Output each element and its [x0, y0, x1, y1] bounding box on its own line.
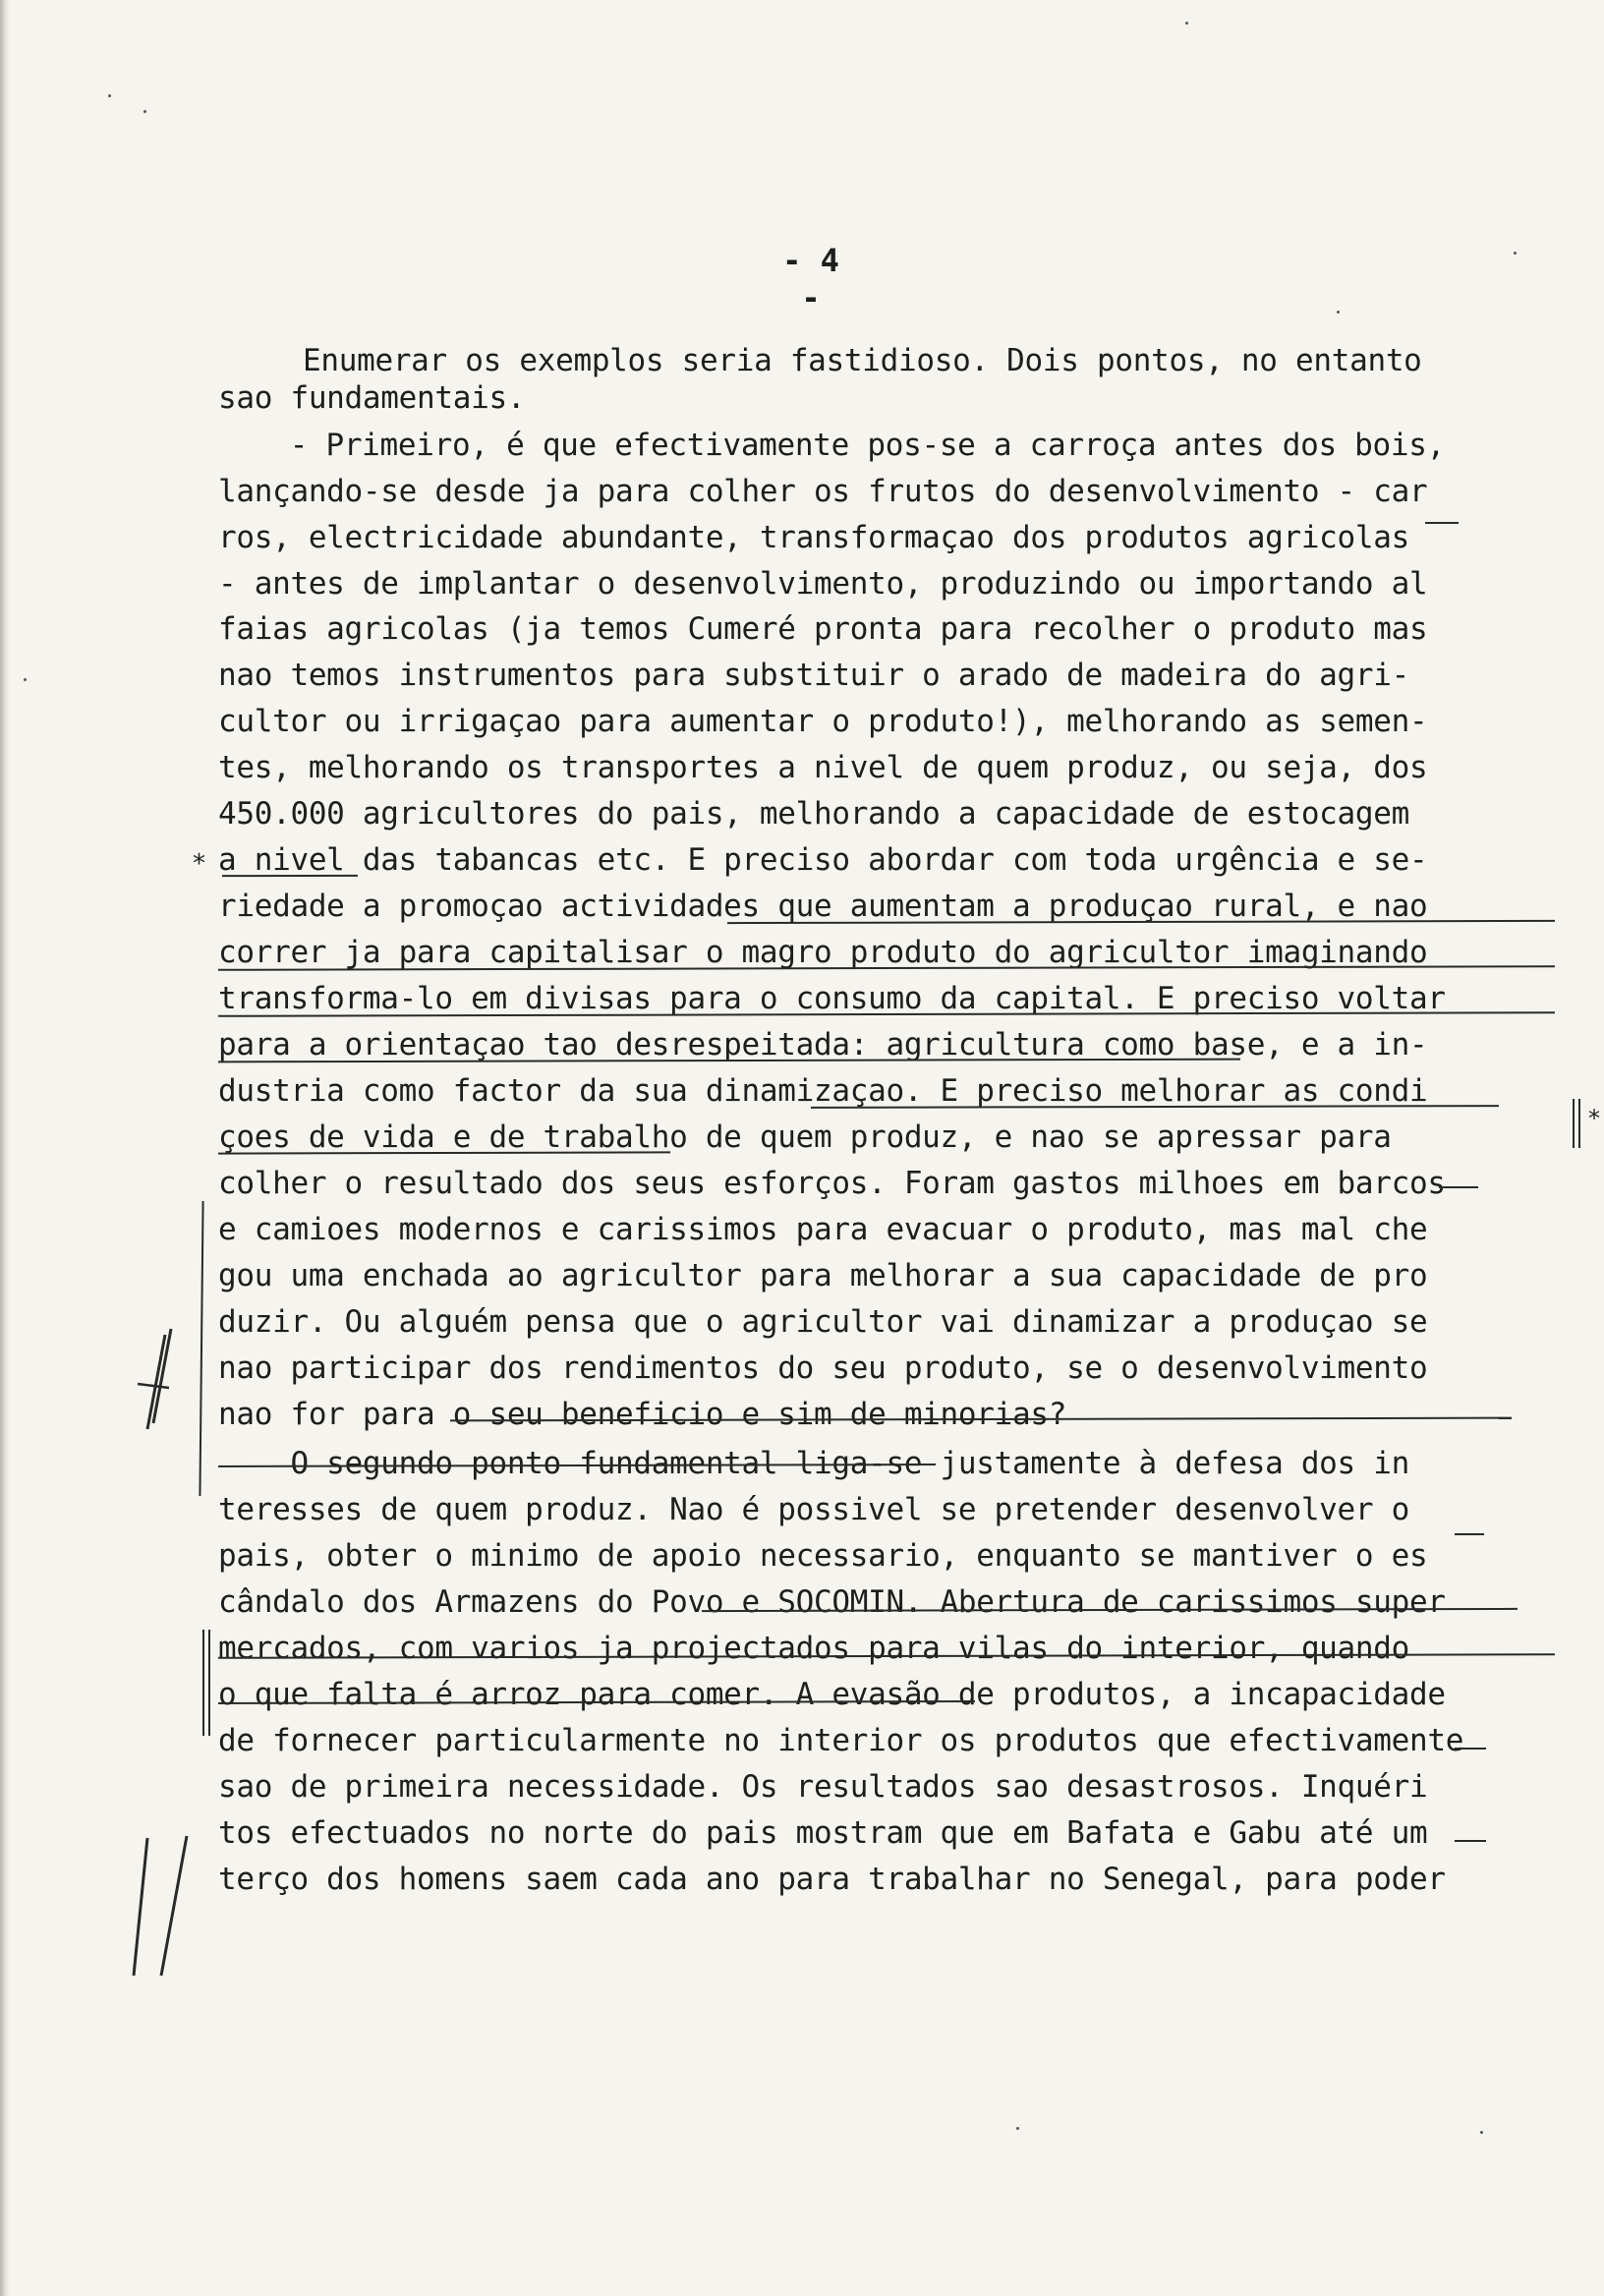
text-line: mercados, com varios ja projectados para vilas do interior, quando: [218, 1631, 1409, 1666]
text-line: dustria como factor da sua dinamizaçao. E preciso melhorar as condi: [218, 1073, 1428, 1109]
margin-bar-left: [199, 1201, 203, 1496]
margin-double-slash: [118, 1828, 197, 1985]
scan-speck: [1016, 2127, 1019, 2130]
text-line: riedade a promoçao actividades que aumentam a produçao rural, e nao: [218, 889, 1428, 924]
margin-bar-left: [208, 1630, 210, 1736]
text-line: nao participar dos rendimentos do seu produto, se o desenvolvimento: [218, 1350, 1428, 1386]
underline-mark: [1439, 1186, 1478, 1188]
underline-mark: [222, 875, 358, 877]
underline-mark: [1455, 1840, 1486, 1842]
text-line: tes, melhorando os transportes a nivel de quem produz, ou seja, dos: [218, 750, 1428, 785]
page-left-edge: [0, 0, 10, 2296]
text-line: transforma-lo em divisas para o consumo da capital. E preciso voltar: [218, 981, 1446, 1016]
scan-speck: [108, 94, 111, 97]
text-line: gou uma enchada ao agricultor para melhorar a sua capacidade de pro: [218, 1258, 1428, 1293]
text-line: para a orientaçao tao desrespeitada: agricultura como base, e a in-: [218, 1027, 1428, 1062]
scan-speck: [143, 110, 146, 113]
text-line: faias agricolas (ja temos Cumeré pronta para recolher o produto mas: [218, 611, 1428, 647]
text-line: correr ja para capitalisar o magro produto do agricultor imaginando: [218, 935, 1428, 970]
text-line: - antes de implantar o desenvolvimento, produzindo ou importando al: [218, 566, 1428, 602]
text-line: e camioes modernos e carissimos para evacuar o produto, mas mal che: [218, 1212, 1428, 1247]
text-line: çoes de vida e de trabalho de quem produz, e nao se apressar para: [218, 1119, 1392, 1155]
text-line: de fornecer particularmente no interior os produtos que efectivamente: [218, 1723, 1464, 1758]
text-line: O segundo ponto fundamental liga-se justamente à defesa dos in: [218, 1446, 1409, 1481]
margin-bar-left: [202, 1630, 204, 1736]
scan-speck: [24, 678, 27, 681]
text-line: lançando-se desde ja para colher os frutos do desenvolvimento - car: [218, 474, 1428, 509]
underline-mark: [1455, 1533, 1484, 1535]
text-line: colher o resultado dos seus esforços. Foram gastos milhoes em barcos: [218, 1166, 1446, 1201]
text-line: cândalo dos Armazens do Povo e SOCOMIN. Abertura de carissimos super: [218, 1584, 1446, 1620]
text-line: duzir. Ou alguém pensa que o agricultor vai dinamizar a produçao se: [218, 1304, 1428, 1340]
page-number: - 4 -: [782, 242, 839, 316]
text-line: a nivel das tabancas etc. E preciso abordar com toda urgência e se-: [218, 842, 1428, 878]
scan-speck: [1185, 22, 1188, 25]
text-line: cultor ou irrigaçao para aumentar o produto!), melhorando as semen-: [218, 704, 1428, 739]
text-line: ros, electricidade abundante, transformaçao dos produtos agricolas: [218, 520, 1409, 555]
text-line: sao fundamentais.: [218, 380, 526, 416]
margin-asterisk-right: *: [1588, 1105, 1600, 1132]
text-line: teresses de quem produz. Nao é possivel se pretender desenvolver o: [218, 1492, 1409, 1527]
text-line: o que falta é arroz para comer. A evasão de produtos, a incapacidade: [218, 1677, 1446, 1712]
text-line: 450.000 agricultores do pais, melhorando a capacidade de estocagem: [218, 796, 1409, 832]
margin-bar-right: [1573, 1099, 1575, 1148]
text-line: - Primeiro, é que efectivamente pos-se a carroça antes dos bois,: [254, 428, 1445, 463]
text-line: tos efectuados no norte do pais mostram que em Bafata e Gabu até um: [218, 1815, 1428, 1851]
margin-check-mark: [128, 1327, 187, 1435]
margin-asterisk-left: *: [193, 849, 205, 879]
text-line: terço dos homens saem cada ano para trabalhar no Senegal, para poder: [218, 1862, 1446, 1897]
text-line: sao de primeira necessidade. Os resultados sao desastrosos. Inquéri: [218, 1769, 1428, 1805]
margin-bar-right: [1578, 1099, 1580, 1148]
text-line: nao for para o seu beneficio e sim de minorias?: [218, 1397, 1067, 1432]
underline-mark: [1425, 522, 1459, 524]
text-line: nao temos instrumentos para substituir o arado de madeira do agri-: [218, 658, 1409, 693]
underline-mark: [1455, 1748, 1486, 1750]
text-line: pais, obter o minimo de apoio necessario, enquanto se mantiver o es: [218, 1538, 1428, 1574]
text-line: Enumerar os exemplos seria fastidioso. Dois pontos, no entanto: [303, 343, 1422, 378]
scan-speck: [1480, 2131, 1483, 2134]
scan-speck: [1337, 311, 1340, 314]
scan-speck: [1514, 252, 1517, 255]
